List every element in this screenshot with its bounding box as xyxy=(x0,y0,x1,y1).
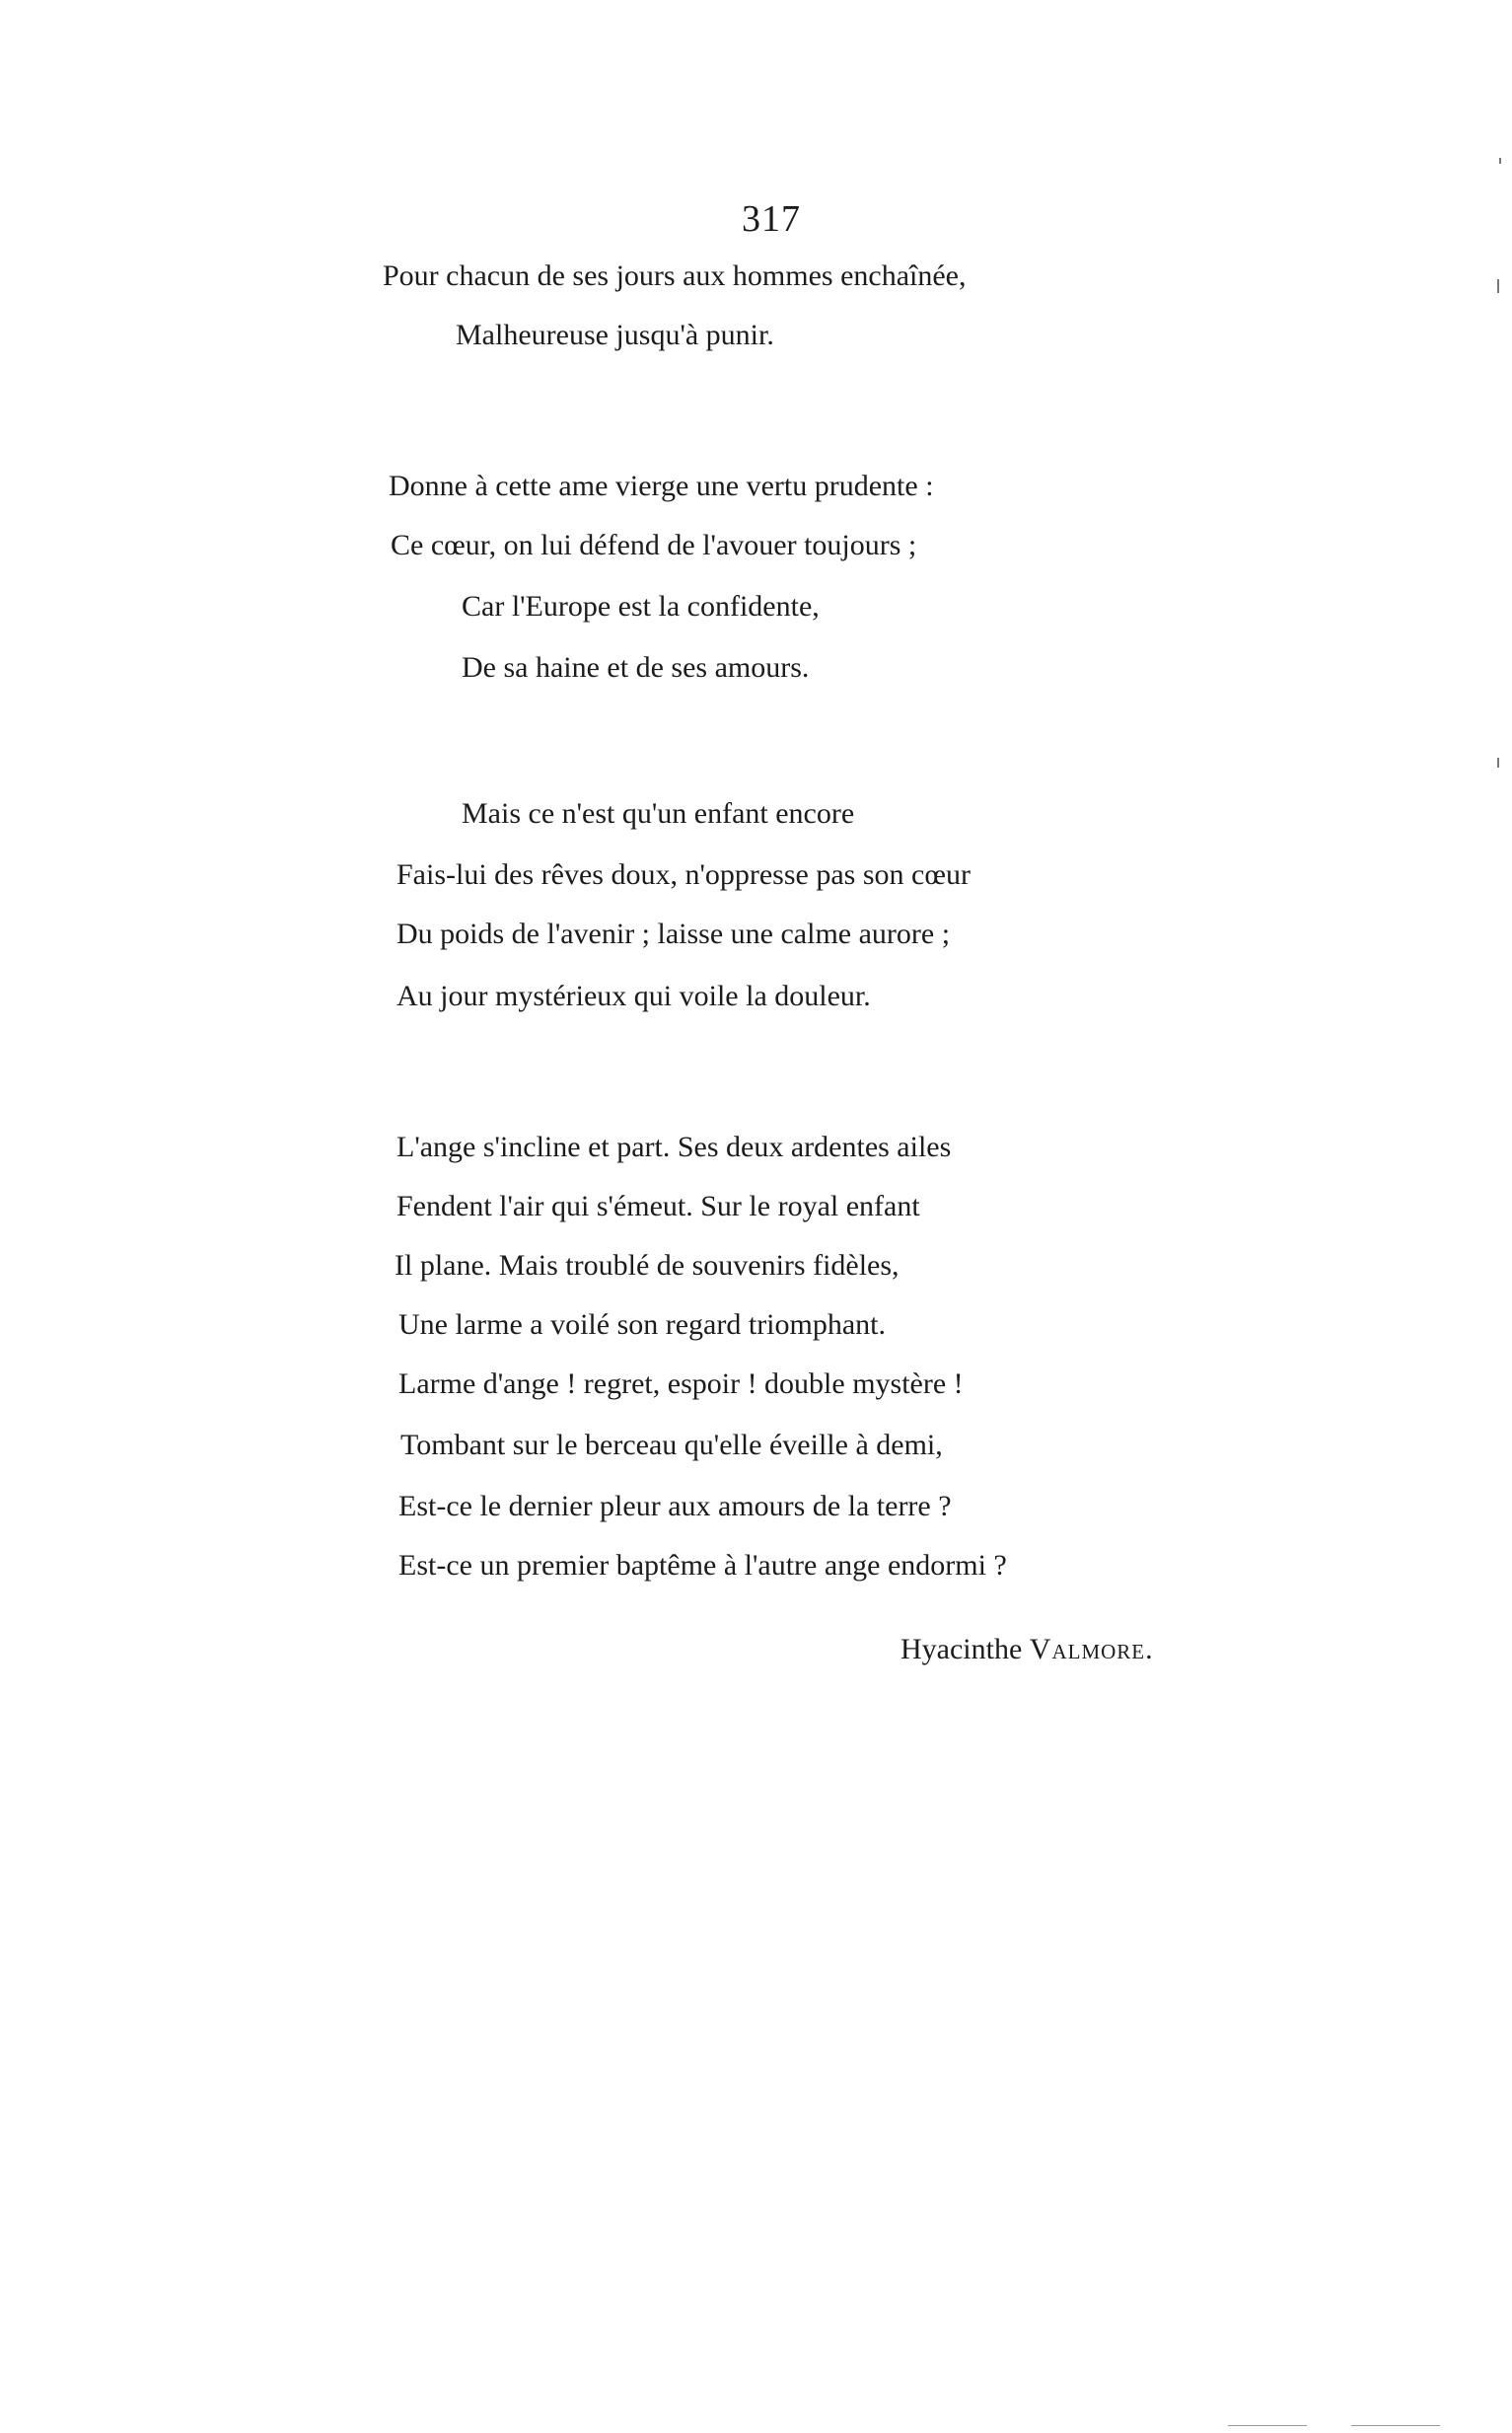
scan-speck xyxy=(1499,158,1501,164)
verse-line: Ce cœur, on lui défend de l'avouer toujours ; xyxy=(391,529,917,561)
verse-line: Est-ce un premier baptême à l'autre ange endormi ? xyxy=(398,1549,1007,1582)
author-signature xyxy=(900,1633,1154,1666)
scan-speck xyxy=(1228,2425,1307,2426)
verse-line: Larme d'ange ! regret, espoir ! double mystère ! xyxy=(398,1367,964,1400)
scan-speck xyxy=(1497,279,1499,293)
page-number: 317 xyxy=(742,198,801,240)
verse-line: Est-ce le dernier pleur aux amours de la terre ? xyxy=(398,1490,952,1522)
author-first-name: Hyacinthe xyxy=(900,1633,1023,1665)
verse-line: Pour chacun de ses jours aux hommes enchaînée, xyxy=(383,259,967,292)
verse-line: Du poids de l'avenir ; laisse une calme aurore ; xyxy=(396,918,951,950)
verse-line: Mais ce n'est qu'un enfant encore xyxy=(462,797,855,830)
verse-line: Au jour mystérieux qui voile la douleur. xyxy=(396,980,871,1012)
scan-speck xyxy=(1497,758,1499,768)
verse-line: L'ange s'incline et part. Ses deux ardentes ailes xyxy=(396,1131,952,1163)
author-last-name: Valmore. xyxy=(1029,1633,1154,1665)
verse-line: Fais-lui des rêves doux, n'oppresse pas son cœur xyxy=(396,858,971,891)
scan-speck xyxy=(1351,2425,1440,2426)
verse-line: Car l'Europe est la confidente, xyxy=(462,590,820,623)
verse-line: Malheureuse jusqu'à punir. xyxy=(456,319,774,351)
verse-line: Tombant sur le berceau qu'elle éveille à demi, xyxy=(400,1429,943,1461)
verse-line: Il plane. Mais troublé de souvenirs fidèles, xyxy=(395,1249,900,1282)
verse-line: Fendent l'air qui s'émeut. Sur le royal enfant xyxy=(396,1190,920,1222)
verse-line: Une larme a voilé son regard triomphant. xyxy=(398,1308,887,1341)
verse-line: Donne à cette ame vierge une vertu prudente : xyxy=(389,470,934,502)
verse-line: De sa haine et de ses amours. xyxy=(462,651,810,684)
